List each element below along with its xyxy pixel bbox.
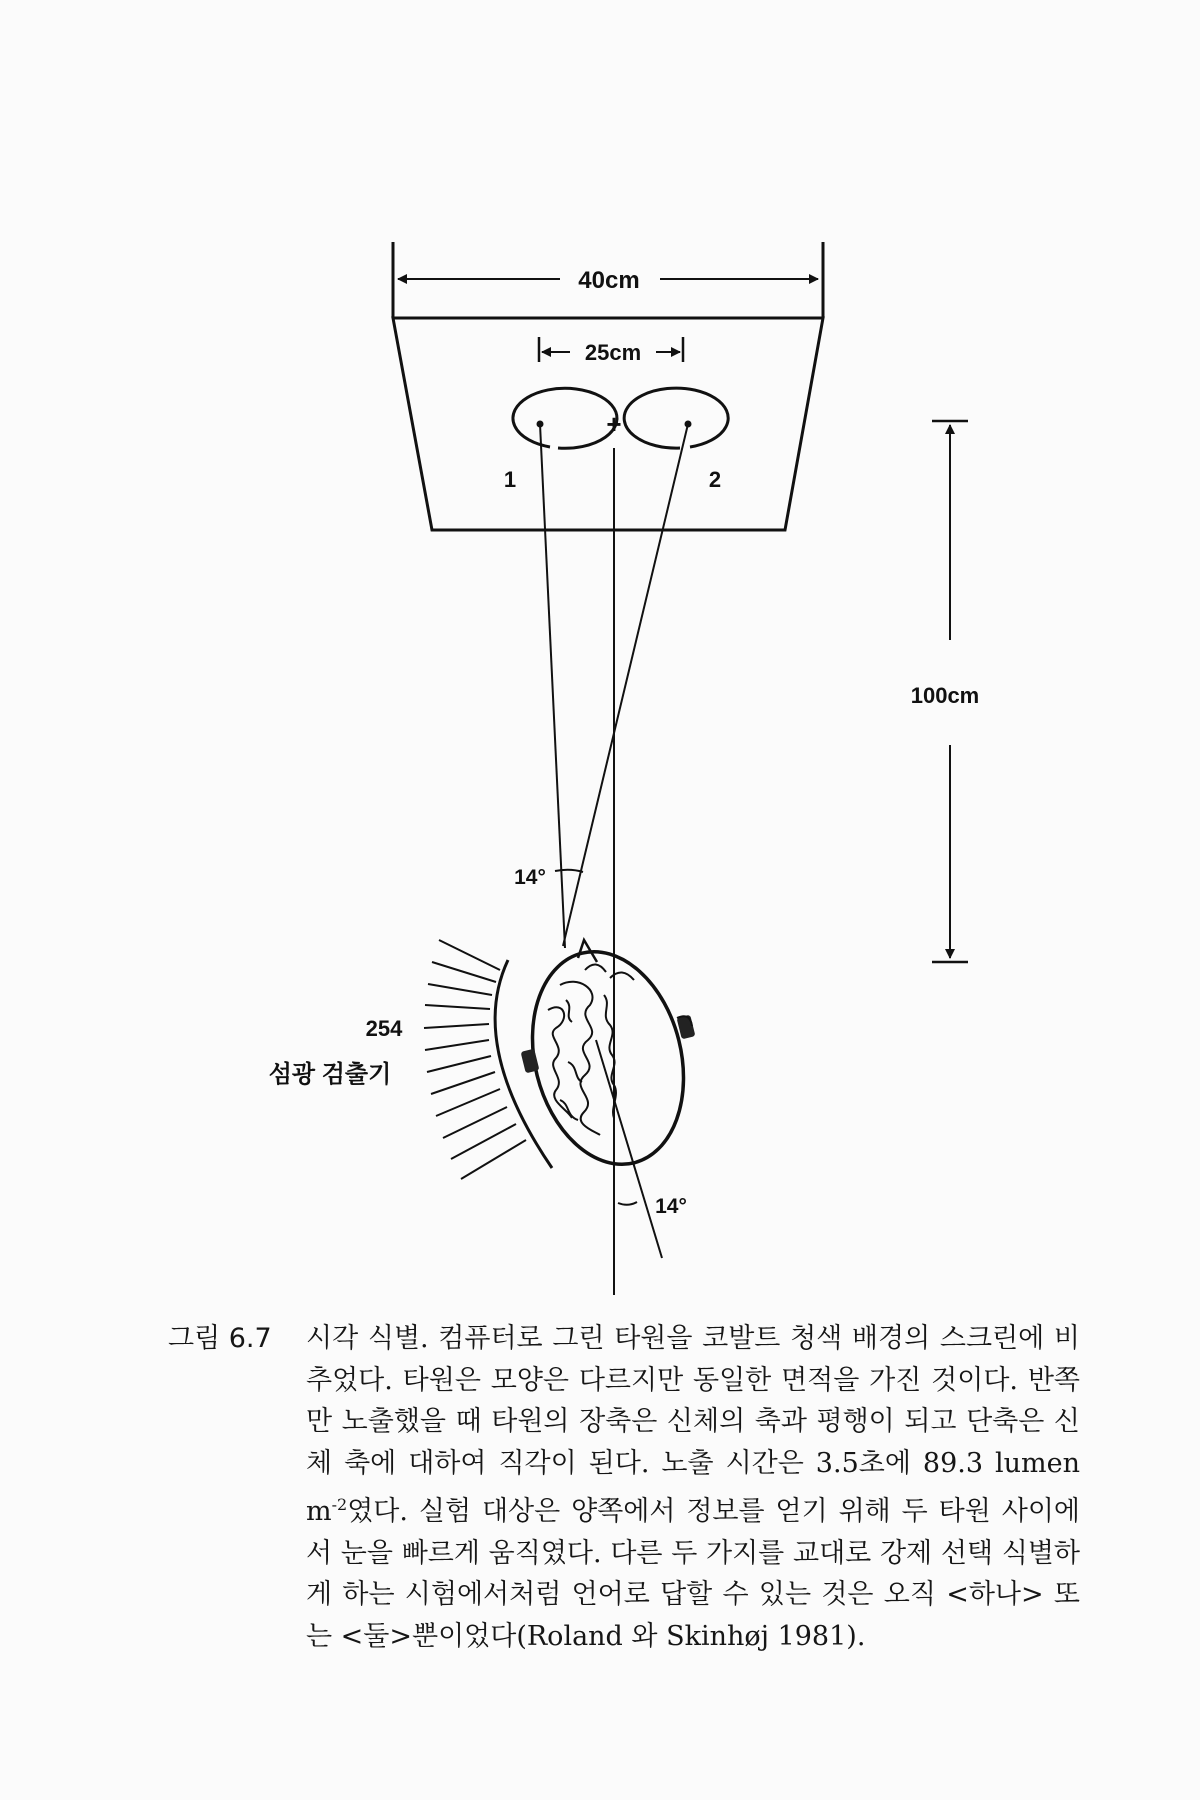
ellipse-1: [513, 388, 617, 448]
label-detector-name: 섬광 검출기: [268, 1061, 392, 1088]
label-ellipse-2: 2: [708, 467, 722, 492]
label-40cm: 40cm: [578, 267, 640, 294]
label-25cm: 25cm: [584, 340, 642, 365]
label-angle-bottom: 14°: [655, 1195, 687, 1218]
ellipse-2: [624, 388, 728, 448]
label-100cm: 100cm: [910, 683, 980, 708]
label-angle-top: 14°: [514, 866, 546, 889]
distance-100cm-dimension: [911, 421, 980, 962]
caption-label: 그림 6.7: [168, 1323, 272, 1354]
width-25cm-dimension: [539, 337, 683, 365]
caption-text: 시각 식별. 컴퓨터로 그린 타원을 코발트 청색 배경의 스크린에 비추었다. 타원은 모양은 다르지만 동일한 면적을 가진 것이다. 반쪽만 노출했을 때 타원의 장축은 신체의 축과 평행이 되고 단축은 신체 축에 대하여 직각이 된다. 노출 시간은 3.5초에 89.3 lumen $m^{-2}$였다. 실험 대상은 양쪽에서 정보를 얻기 위해 두 타원 사이에서 눈을 빠르게 움직였다. 다른 두 가지를 교대로 강제 선택 식별하게 하는 시험에서처럼 언어로 답할 수 있는 것은 오직 <하나> 또는 <둘>뿐이었다(Roland 와 Skinhøj 1981).: [306, 1323, 1080, 1652]
angle-arc-bottom: [618, 1202, 637, 1205]
figure-caption: [168, 1318, 1080, 1657]
caption-superscript: -2: [331, 1495, 348, 1514]
width-40cm-dimension: [393, 242, 823, 318]
angle-arc-top: [555, 870, 583, 872]
label-detector-count: 254: [365, 1016, 403, 1041]
head-drawing: [511, 936, 705, 1181]
fixation-cross: +: [606, 409, 622, 439]
label-ellipse-1: 1: [503, 467, 517, 492]
